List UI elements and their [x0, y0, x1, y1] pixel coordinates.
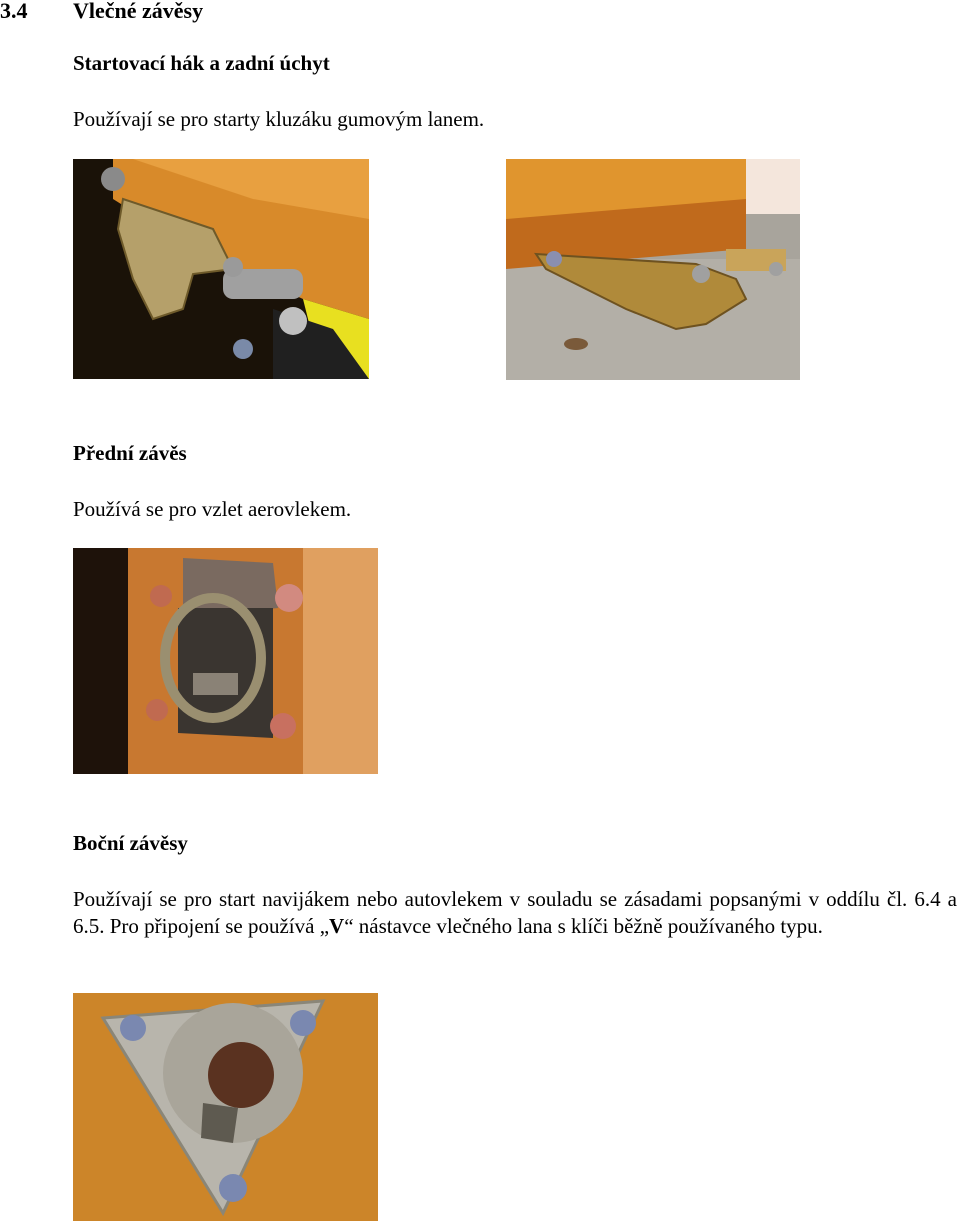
front-hook-photo: [73, 548, 378, 774]
side-hook-text: [73, 886, 957, 940]
side-hook-text-part1: Používají se pro start navijákem nebo autovlekem v souladu se zásadami popsanými v oddílu čl. 6.4 a 6.5. Pro připojení se používá „: [73, 887, 957, 938]
side-hook-text-part2: “ nástavce vlečného lana s klíči běžně používaného typu.: [344, 914, 823, 938]
rear-hook-photo: [73, 159, 369, 379]
side-hook-photo: [73, 993, 378, 1221]
front-hook-heading: Přední závěs: [73, 441, 187, 465]
rear-mount-photo: [506, 159, 800, 380]
front-hook-text: Používá se pro vzlet aerovlekem.: [73, 497, 352, 521]
rear-hook-heading: Startovací hák a zadní úchyt: [73, 51, 330, 75]
section-title: Vlečné závěsy: [73, 0, 204, 23]
side-hook-text-bold-v: V: [329, 914, 345, 938]
rear-hook-text: Používají se pro starty kluzáku gumovým lanem.: [73, 107, 485, 131]
side-hook-heading: Boční závěsy: [73, 831, 188, 855]
section-number: 3.4: [0, 0, 28, 23]
